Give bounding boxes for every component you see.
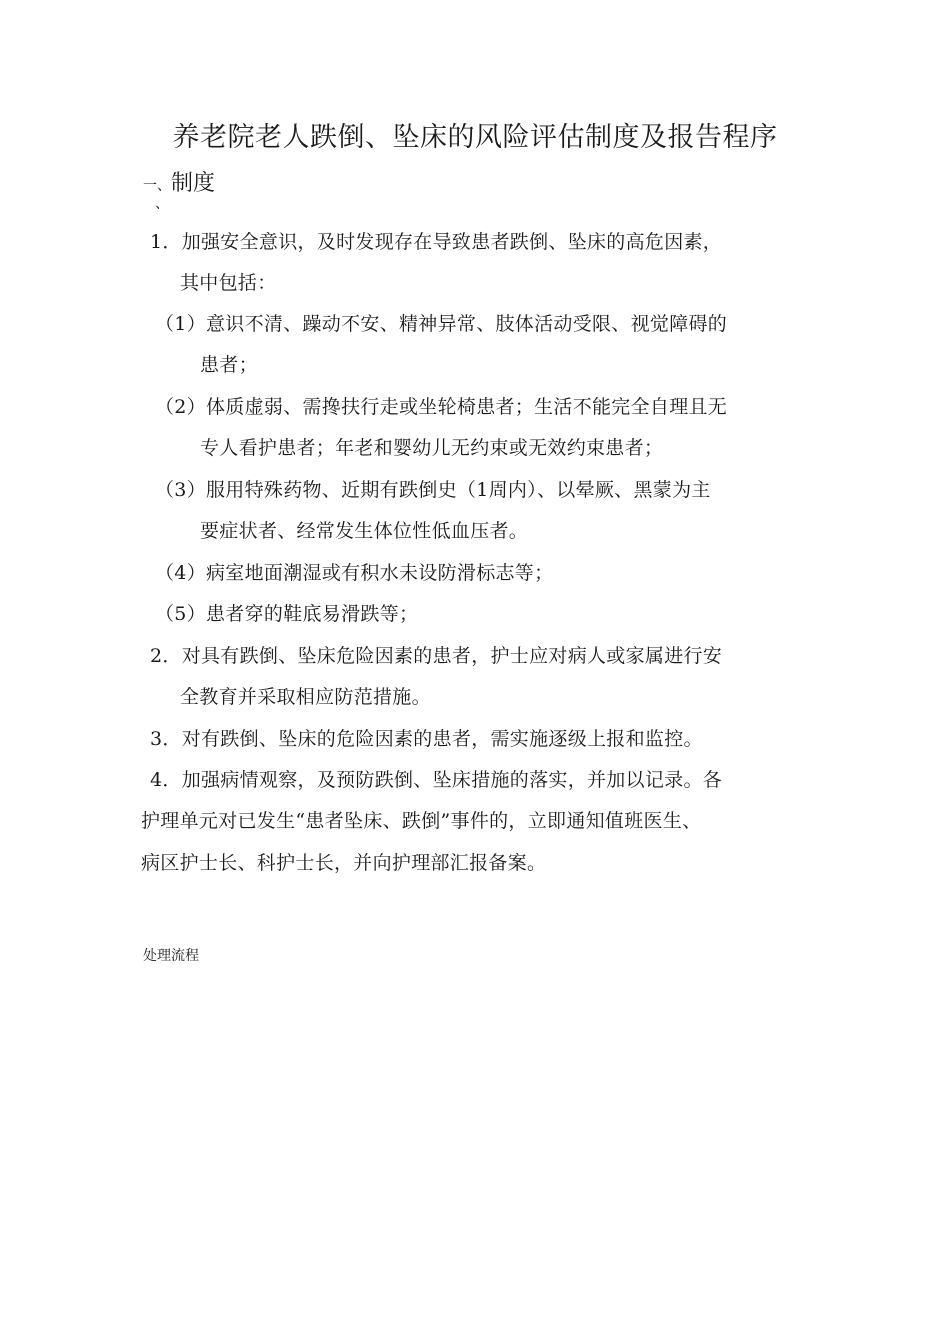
paragraph-line: （3）服用特殊药物、近期有跌倒史（1周内）、以晕厥、黑蒙为主 <box>155 479 711 501</box>
paragraph-line: 病区护士长、科护士长，并向护理部汇报备案。 <box>141 852 547 874</box>
paragraph-line: （1）意识不清、躁动不安、精神异常、肢体活动受限、视觉障碍的 <box>155 313 728 335</box>
paragraph-line: （4）病室地面潮湿或有积水未设防滑标志等； <box>155 562 554 584</box>
paragraph-line: 患者； <box>200 354 258 376</box>
paragraph-line: 3．对有跌倒、坠床的危险因素的患者，需实施逐级上报和监控。 <box>150 728 703 750</box>
paragraph-line: （2）体质虚弱、需搀扶行走或坐轮椅患者；生活不能完全自理且无 <box>155 396 728 418</box>
paragraph-line: 2．对具有跌倒、坠床危险因素的患者，护士应对病人或家属进行安 <box>150 645 723 667</box>
paragraph-line: 4．加强病情观察，及预防跌倒、坠床措施的落实，并加以记录。各 <box>150 769 723 791</box>
paragraph-line: 1．加强安全意识，及时发现存在导致患者跌倒、坠床的高危因素， <box>150 231 723 253</box>
paragraph-line: 护理单元对已发生“患者坠床、跌倒”事件的，立即通知值班医生、 <box>141 810 702 832</box>
footer-note: 处理流程 <box>143 948 199 964</box>
section-heading <box>143 168 215 202</box>
document-title: 养老院老人跌倒、坠床的风险评估制度及报告程序 <box>172 122 778 153</box>
paragraph-line: 专人看护患者；年老和婴幼儿无约束或无效约束患者； <box>200 437 664 459</box>
paragraph-line: 全教育并采取相应防范措施。 <box>180 686 431 708</box>
paragraph-line: （5）患者穿的鞋底易滑跌等； <box>155 603 419 625</box>
paragraph-line: 要症状者、经常发生体位性低血压者。 <box>200 520 529 542</box>
section-label: 制度 <box>171 171 216 196</box>
stray-punctuation-mark: 、 <box>155 196 169 212</box>
section-number: 一、 <box>143 178 171 194</box>
paragraph-line: 其中包括： <box>180 272 277 294</box>
